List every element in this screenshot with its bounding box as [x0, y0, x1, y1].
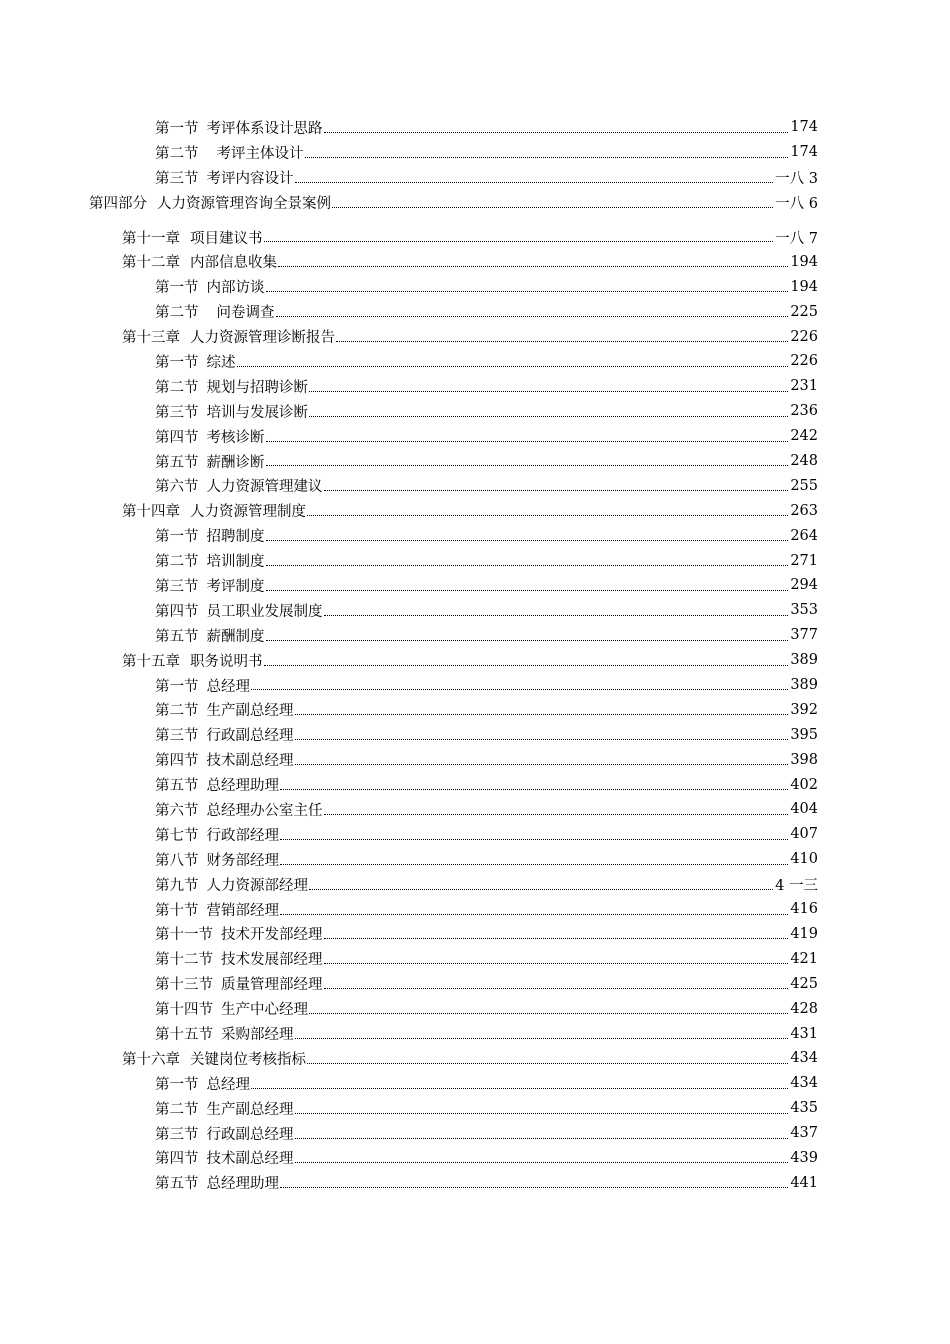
toc-entry-number: 第一节 [155, 280, 199, 297]
toc-entry-title: 薪酬制度 [206, 628, 265, 645]
toc-entry-number: 第二节 [155, 554, 199, 571]
toc-entry-number: 第七节 [155, 827, 199, 844]
toc-entry-title: 人力资源管理制度 [190, 504, 306, 521]
toc-entry-page-number: 294 [790, 577, 818, 594]
toc-entry-chapter[interactable] [0, 1046, 950, 1071]
toc-entry-number: 第十四节 [155, 1002, 213, 1019]
toc-entry-chapter[interactable] [0, 249, 950, 274]
toc-entry-number: 第十节 [155, 902, 199, 919]
toc-entry-title: 总经理办公室主任 [206, 802, 323, 819]
toc-entry-number: 第三节 [155, 170, 199, 187]
dot-leader [324, 987, 789, 989]
toc-entry-chapter[interactable] [0, 324, 950, 349]
toc-entry-section[interactable] [0, 722, 950, 747]
toc-entry-title: 行政副总经理 [206, 1126, 294, 1143]
dot-leader [276, 315, 789, 317]
toc-entry-number: 第一节 [155, 354, 199, 371]
toc-entry-title: 职务说明书 [190, 653, 263, 670]
toc-entry-title: 财务部经理 [206, 852, 279, 869]
toc-entry-title: 培训与发展诊断 [206, 404, 308, 421]
dot-leader [295, 713, 789, 715]
dot-leader [266, 589, 789, 591]
toc-entry-page-number: 435 [790, 1100, 818, 1117]
dot-leader [266, 564, 789, 566]
toc-entry-title: 内部信息收集 [190, 255, 277, 272]
toc-entry-section[interactable] [0, 1170, 950, 1195]
toc-entry-page-number: 226 [790, 353, 818, 370]
toc-entry-number: 第十一章 [122, 230, 180, 247]
toc-entry-number: 第五节 [155, 1176, 199, 1193]
toc-entry-section[interactable] [0, 374, 950, 399]
toc-entry-title: 招聘制度 [206, 529, 265, 546]
toc-entry-number: 第二节 [155, 145, 199, 162]
toc-entry-page-number: 431 [790, 1025, 818, 1042]
dot-leader [266, 440, 789, 442]
toc-entry-title: 项目建议书 [190, 230, 263, 247]
toc-entry-page-number: 421 [790, 950, 818, 967]
dot-leader [251, 1087, 788, 1089]
toc-entry-page-number: 402 [790, 776, 818, 793]
toc-entry-section[interactable] [0, 399, 950, 424]
dot-leader [309, 888, 773, 890]
toc-entry-number: 第三节 [155, 728, 199, 745]
toc-entry-page-number: 271 [790, 552, 818, 569]
toc-entry-page-number: 389 [790, 677, 818, 694]
toc-entry-page-number: 一八 7 [775, 230, 818, 247]
dot-leader [278, 265, 788, 267]
toc-entry-number: 第五节 [155, 454, 199, 471]
toc-entry-section[interactable] [0, 1071, 950, 1096]
toc-entry-section[interactable] [0, 115, 950, 140]
toc-entry-page-number: 226 [790, 328, 818, 345]
dot-leader [332, 206, 773, 208]
toc-entry-section[interactable] [0, 1096, 950, 1121]
toc-entry-title: 生产副总经理 [206, 703, 294, 720]
toc-entry-number: 第十六章 [122, 1051, 180, 1068]
toc-entry-title: 人力资源部经理 [206, 877, 308, 894]
dot-leader [324, 489, 789, 491]
toc-entry-section[interactable] [0, 165, 950, 190]
dot-leader [280, 863, 788, 865]
dot-leader [280, 1186, 788, 1188]
toc-entry-title: 人力资源管理咨询全景案例 [157, 195, 331, 212]
toc-entry-section[interactable] [0, 623, 950, 648]
dot-leader [266, 464, 789, 466]
toc-entry-page-number: 416 [790, 901, 818, 918]
toc-entry-section[interactable] [0, 274, 950, 299]
dot-leader [295, 1112, 789, 1114]
toc-entry-section[interactable] [0, 598, 950, 623]
toc-entry-number: 第十一节 [155, 927, 213, 944]
toc-entry-number: 第一节 [155, 678, 199, 695]
toc-entry-number: 第十二节 [155, 952, 213, 969]
dot-leader [305, 156, 789, 158]
toc-entry-title: 技术开发部经理 [221, 927, 323, 944]
dot-leader [295, 738, 789, 740]
toc-entry-title: 考评内容设计 [206, 170, 294, 187]
toc-entry-title: 人力资源管理建议 [206, 479, 323, 496]
toc-entry-number: 第一节 [155, 1076, 199, 1093]
toc-entry-page-number: 437 [790, 1125, 818, 1142]
toc-entry-number: 第二节 [155, 379, 199, 396]
toc-entry-section[interactable] [0, 349, 950, 374]
toc-entry-section[interactable] [0, 922, 950, 947]
toc-entry-page-number: 398 [790, 751, 818, 768]
toc-entry-number: 第三节 [155, 404, 199, 421]
toc-entry-number: 第四节 [155, 1151, 199, 1168]
toc-entry-title: 关键岗位考核指标 [190, 1051, 306, 1068]
toc-entry-page-number: 263 [790, 502, 818, 519]
toc-entry-title: 考评体系设计思路 [206, 120, 323, 137]
toc-entry-number: 第十四章 [122, 504, 180, 521]
toc-entry-chapter[interactable] [0, 225, 950, 250]
toc-entry-page-number: 389 [790, 652, 818, 669]
dot-leader [251, 688, 788, 690]
toc-entry-number: 第二节 [155, 1101, 199, 1118]
dot-leader [324, 813, 789, 815]
toc-entry-section[interactable] [0, 573, 950, 598]
toc-entry-number: 第六节 [155, 802, 199, 819]
dot-leader [295, 763, 789, 765]
toc-entry-title: 总经理 [206, 678, 250, 695]
toc-entry-title: 质量管理部经理 [221, 977, 323, 994]
toc-entry-number: 第十五章 [122, 653, 180, 670]
toc-entry-title: 生产中心经理 [221, 1002, 308, 1019]
toc-entry-section[interactable] [0, 872, 950, 897]
toc-entry-page-number: 一八 6 [775, 195, 818, 212]
toc-entry-number: 第四节 [155, 603, 199, 620]
toc-entry-page-number: 410 [790, 851, 818, 868]
toc-entry-number: 第四节 [155, 753, 199, 770]
toc-entry-section[interactable] [0, 847, 950, 872]
toc-entry-title: 行政副总经理 [206, 728, 294, 745]
toc-entry-title: 培训制度 [206, 554, 265, 571]
toc-entry-number: 第五节 [155, 778, 199, 795]
dot-leader [264, 664, 789, 666]
toc-entry-number: 第一节 [155, 529, 199, 546]
toc-entry-page-number: 353 [790, 602, 818, 619]
toc-entry-section[interactable] [0, 548, 950, 573]
toc-entry-title: 人力资源管理诊断报告 [190, 330, 335, 347]
toc-entry-section[interactable] [0, 473, 950, 498]
dot-leader [266, 290, 789, 292]
dot-leader [336, 340, 788, 342]
toc-entry-title: 考核诊断 [206, 429, 265, 446]
toc-entry-section[interactable] [0, 1146, 950, 1171]
toc-entry-number: 第六节 [155, 479, 199, 496]
toc-entry-title: 技术副总经理 [206, 1151, 294, 1168]
dot-leader [264, 240, 774, 242]
toc-entry-page-number: 264 [790, 527, 818, 544]
dot-leader [280, 913, 788, 915]
toc-entry-page-number: 255 [790, 477, 818, 494]
toc-entry-title: 行政部经理 [206, 827, 279, 844]
toc-entry-number: 第三节 [155, 1126, 199, 1143]
dot-leader [295, 1137, 789, 1139]
toc-entry-section[interactable] [0, 797, 950, 822]
toc-entry-number: 第五节 [155, 628, 199, 645]
toc-entry-section[interactable] [0, 971, 950, 996]
dot-leader [295, 1037, 789, 1039]
toc-entry-title: 员工职业发展制度 [206, 603, 323, 620]
toc-entry-title: 综述 [206, 354, 236, 371]
toc-entry-page-number: 404 [790, 801, 818, 818]
toc-entry-section[interactable] [0, 747, 950, 772]
dot-leader [266, 539, 789, 541]
toc-entry-page-number: 225 [790, 303, 818, 320]
dot-leader [309, 390, 788, 392]
toc-entry-number: 第八节 [155, 852, 199, 869]
dot-leader [295, 181, 774, 183]
toc-entry-title: 内部访谈 [206, 280, 265, 297]
toc-entry-page-number: 174 [790, 119, 818, 136]
toc-entry-page-number: 一八 3 [775, 170, 818, 187]
toc-entry-number: 第二节 [155, 305, 199, 322]
toc-entry-section[interactable] [0, 424, 950, 449]
toc-entry-page-number: 194 [790, 278, 818, 295]
dot-leader [237, 365, 789, 367]
table-of-contents [0, 115, 950, 1195]
toc-entry-number: 第九节 [155, 877, 199, 894]
toc-entry-title: 技术发展部经理 [221, 952, 323, 969]
toc-entry-title: 技术副总经理 [206, 753, 294, 770]
toc-entry-page-number: 377 [790, 627, 818, 644]
toc-entry-page-number: 434 [790, 1050, 818, 1067]
dot-leader [324, 131, 789, 133]
toc-entry-section[interactable] [0, 772, 950, 797]
dot-leader [280, 788, 788, 790]
toc-entry-page-number: 4 一三 [775, 877, 818, 894]
toc-entry-title: 薪酬诊断 [206, 454, 265, 471]
toc-entry-section[interactable] [0, 523, 950, 548]
dot-leader [309, 1012, 788, 1014]
toc-entry-number: 第四部分 [89, 195, 147, 212]
toc-entry-title: 营销部经理 [206, 902, 279, 919]
toc-entry-number: 第十三节 [155, 977, 213, 994]
toc-entry-page-number: 231 [790, 378, 818, 395]
toc-entry-number: 第十三章 [122, 330, 180, 347]
toc-entry-title: 规划与招聘诊断 [206, 379, 308, 396]
toc-entry-page-number: 419 [790, 925, 818, 942]
toc-entry-title: 总经理助理 [206, 1176, 279, 1193]
toc-entry-section[interactable] [0, 822, 950, 847]
dot-leader [309, 415, 788, 417]
toc-entry-section[interactable] [0, 673, 950, 698]
toc-entry-section[interactable] [0, 449, 950, 474]
toc-entry-section[interactable] [0, 697, 950, 722]
toc-entry-part[interactable] [0, 190, 950, 215]
toc-entry-page-number: 242 [790, 428, 818, 445]
toc-entry-title: 生产副总经理 [206, 1101, 294, 1118]
dot-leader [266, 639, 789, 641]
toc-entry-number: 第十二章 [122, 255, 180, 272]
toc-entry-title: 考评制度 [206, 578, 265, 595]
toc-entry-title: 总经理 [206, 1076, 250, 1093]
dot-leader [307, 514, 788, 516]
toc-entry-section[interactable] [0, 299, 950, 324]
toc-entry-section[interactable] [0, 946, 950, 971]
toc-entry-page-number: 392 [790, 701, 818, 718]
dot-leader [324, 937, 789, 939]
toc-entry-section[interactable] [0, 996, 950, 1021]
toc-entry-page-number: 395 [790, 726, 818, 743]
dot-leader [280, 838, 788, 840]
toc-entry-chapter[interactable] [0, 498, 950, 523]
toc-entry-section[interactable] [0, 1021, 950, 1046]
toc-entry-chapter[interactable] [0, 648, 950, 673]
toc-entry-section[interactable] [0, 897, 950, 922]
toc-entry-number: 第十五节 [155, 1027, 213, 1043]
toc-entry-page-number: 236 [790, 403, 818, 420]
toc-entry-number: 第三节 [155, 578, 199, 595]
toc-entry-page-number: 439 [790, 1149, 818, 1166]
toc-entry-page-number: 248 [790, 453, 818, 470]
toc-entry-title: 问卷调查 [216, 305, 275, 322]
toc-entry-number: 第四节 [155, 429, 199, 446]
toc-entry-page-number: 194 [790, 253, 818, 270]
toc-entry-page-number: 441 [790, 1174, 818, 1191]
toc-entry-page-number: 174 [790, 144, 818, 161]
toc-entry-page-number: 428 [790, 1000, 818, 1017]
toc-entry-number: 第二节 [155, 703, 199, 720]
dot-leader [324, 962, 789, 964]
toc-entry-title: 采购部经理 [221, 1027, 294, 1043]
toc-entry-section[interactable] [0, 140, 950, 165]
toc-entry-page-number: 434 [790, 1075, 818, 1092]
dot-leader [324, 614, 789, 616]
toc-entry-number: 第一节 [155, 120, 199, 137]
toc-entry-section[interactable] [0, 1121, 950, 1146]
toc-entry-page-number: 407 [790, 826, 818, 843]
dot-leader [307, 1062, 788, 1064]
toc-entry-title: 总经理助理 [206, 778, 279, 795]
dot-leader [295, 1161, 789, 1163]
toc-entry-title: 考评主体设计 [216, 145, 304, 162]
toc-entry-page-number: 425 [790, 975, 818, 992]
